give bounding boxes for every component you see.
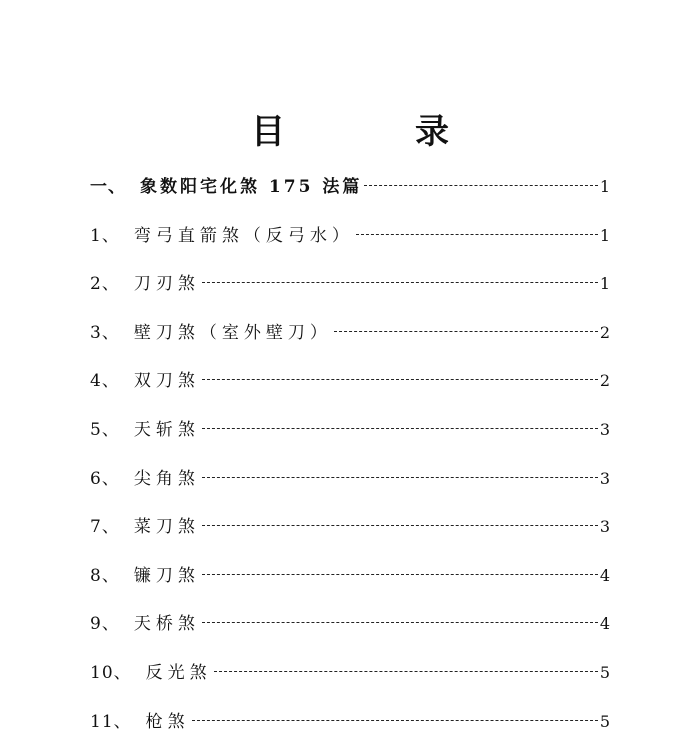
- toc-entry-number: 5、: [90, 419, 120, 440]
- toc-leader-dots: [356, 234, 598, 235]
- toc-entry-page: 1: [599, 177, 610, 196]
- toc-entry-5[interactable]: [90, 414, 610, 463]
- toc-leader-dots: [202, 282, 598, 283]
- toc-entry-10[interactable]: [90, 657, 610, 706]
- toc-entry-number: 10、: [90, 662, 132, 683]
- toc-leader-dots: [202, 428, 598, 429]
- toc-entry-label: 双刀煞: [133, 371, 200, 392]
- toc-entry-label: 镰刀煞: [133, 565, 200, 586]
- toc-entry-label: 菜刀煞: [133, 517, 200, 538]
- toc-entry-page: 1: [599, 225, 610, 245]
- toc-entry-page: 4: [599, 565, 610, 585]
- toc-entry-page: 2: [599, 371, 610, 391]
- toc-entry-number: 7、: [90, 517, 120, 538]
- toc-entry-number: 3、: [90, 322, 120, 343]
- toc-entry-label: 刀刃煞: [133, 274, 200, 295]
- table-of-contents: [90, 171, 610, 754]
- toc-leader-dots: [214, 671, 598, 672]
- toc-entry-label: 弯弓直箭煞（反弓水）: [133, 225, 354, 246]
- toc-entry-label: 天桥煞: [133, 614, 200, 635]
- toc-leader-dots: [364, 185, 597, 186]
- toc-entry-page: 1: [599, 274, 610, 294]
- toc-entry-number: 4、: [90, 371, 120, 392]
- toc-entry-2[interactable]: [90, 268, 610, 317]
- toc-leader-dots: [202, 574, 598, 575]
- toc-entry-number: 9、: [90, 614, 120, 635]
- toc-entry-9[interactable]: [90, 608, 610, 657]
- toc-entry-page: 3: [599, 468, 610, 488]
- toc-entry-page: 3: [599, 419, 610, 439]
- toc-entry-number: 1、: [90, 225, 120, 246]
- toc-entry-page: 3: [599, 517, 610, 537]
- page-title: 目 录: [251, 111, 497, 152]
- toc-entry-label: 象数阳宅化煞 175 法篇: [140, 177, 363, 197]
- toc-leader-dots: [192, 720, 598, 721]
- toc-entry-number: 2、: [90, 274, 120, 295]
- toc-entry-label: 尖角煞: [133, 468, 200, 489]
- toc-entry-section-1[interactable]: [90, 171, 610, 220]
- toc-entry-page: 2: [599, 322, 610, 342]
- toc-entry-4[interactable]: [90, 365, 610, 414]
- toc-entry-page: 4: [599, 614, 610, 634]
- toc-leader-dots: [202, 525, 598, 526]
- toc-entry-number: 6、: [90, 468, 120, 489]
- toc-entry-6[interactable]: [90, 463, 610, 512]
- toc-entry-page: 5: [599, 662, 610, 682]
- toc-entry-label: 反光煞: [145, 662, 212, 683]
- toc-entry-number: 一、: [90, 177, 126, 197]
- toc-entry-8[interactable]: [90, 560, 610, 609]
- toc-entry-label: 天斩煞: [133, 419, 200, 440]
- toc-entry-label: 壁刀煞（室外壁刀）: [133, 322, 332, 343]
- toc-entry-1[interactable]: [90, 220, 610, 269]
- toc-entry-3[interactable]: [90, 317, 610, 366]
- toc-entry-7[interactable]: [90, 511, 610, 560]
- toc-entry-label: 枪煞: [145, 711, 190, 732]
- toc-entry-number: 11、: [90, 711, 132, 732]
- toc-leader-dots: [202, 622, 598, 623]
- toc-leader-dots: [334, 331, 598, 332]
- toc-leader-dots: [202, 477, 598, 478]
- toc-entry-11[interactable]: [90, 706, 610, 755]
- toc-entry-number: 8、: [90, 565, 120, 586]
- toc-entry-page: 5: [599, 711, 610, 731]
- toc-leader-dots: [202, 379, 598, 380]
